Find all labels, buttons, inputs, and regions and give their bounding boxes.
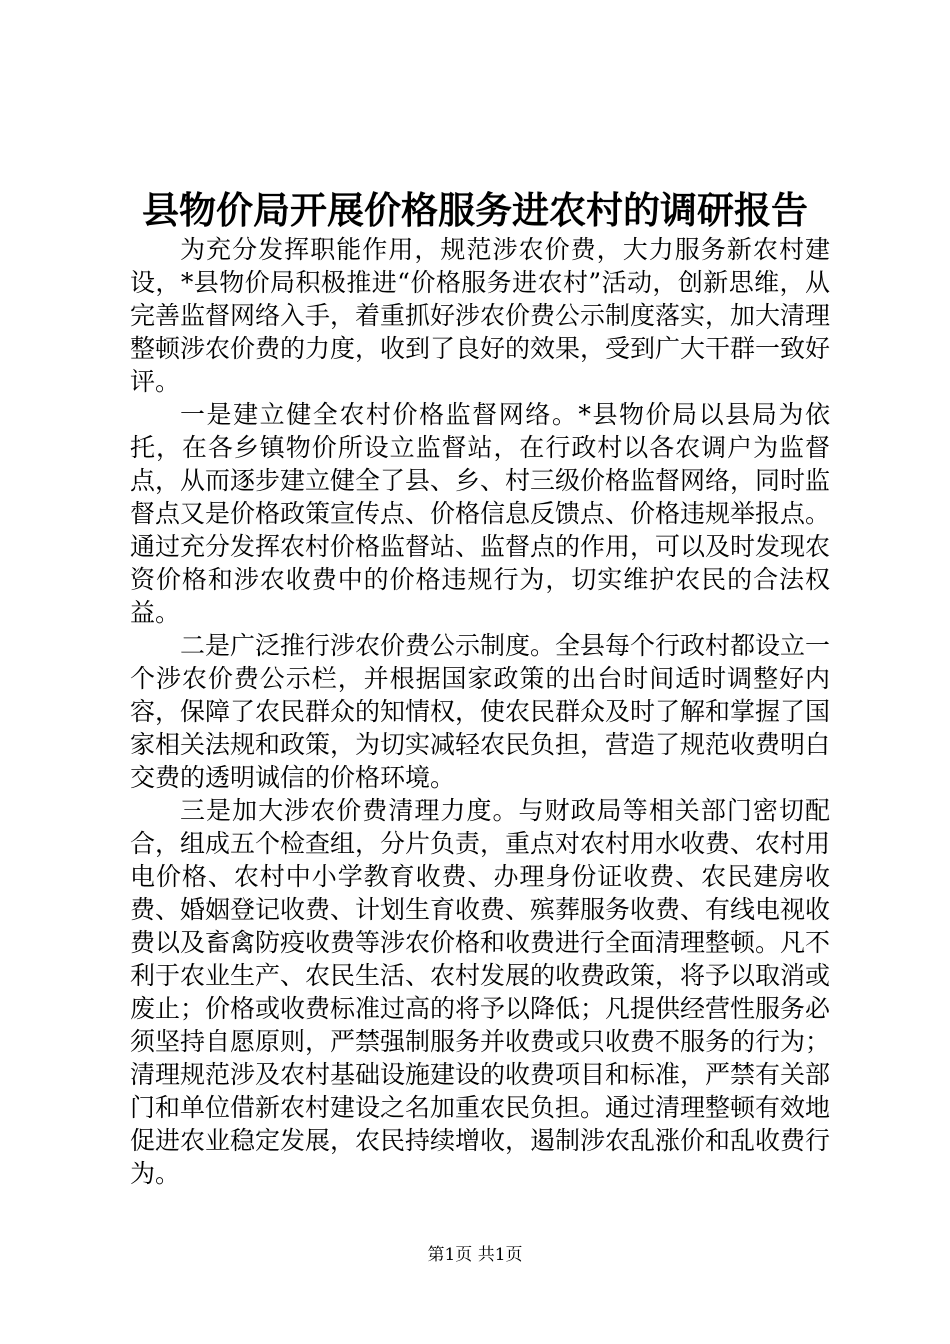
document-body: [130, 233, 830, 1190]
paragraph-intro: 为充分发挥职能作用，规范涉农价费，大力服务新农村建设，*县物价局积极推进“价格服务进农村”活动，创新思维，从完善监督网络入手，着重抓好涉农价费公示制度落实，加大清理整顿涉农价费的力度，收到了良好的效果，受到广大干群一致好评。: [130, 235, 831, 396]
page-number-footer: 第1页 共1页: [427, 1245, 523, 1265]
paragraph-fee-cleanup: 三是加大涉农价费清理力度。与财政局等相关部门密切配合，组成五个检查组，分片负责，重点对农村用水收费、农村用电价格、农村中小学教育收费、办理身份证收费、农民建房收费、婚姻登记收费、计划生育收费、殡葬服务收费、有线电视收费以及畜禽防疫收费等涉农价格和收费进行全面清理整顿。凡不利于农业生产、农民生活、农村发展的收费政策，将予以取消或废止；价格或收费标准过高的将予以降低；凡提供经营性服务必须坚持自愿原则，严禁强制服务并收费或只收费不服务的行为；清理规范涉及农村基础设施建设的收费项目和标准，严禁有关部门和单位借新农村建设之名加重农民负担。通过清理整顿有效地促进农业稳定发展，农民持续增收，遏制涉农乱涨价和乱收费行为。: [130, 796, 831, 1188]
document-title: 县物价局开展价格服务进农村的调研报告: [142, 188, 808, 232]
paragraph-fee-disclosure: 二是广泛推行涉农价费公示制度。全县每个行政村都设立一个涉农价费公示栏，并根据国家政策的出台时间适时调整好内容，保障了农民群众的知情权，使农民群众及时了解和掌握了国家相关法规和政策，为切实减轻农民负担，营造了规范收费明白交费的透明诚信的价格环境。: [130, 631, 831, 792]
paragraph-supervision-network: 一是建立健全农村价格监督网络。*县物价局以县局为依托，在各乡镇物价所设立监督站，在行政村以各农调户为监督点，从而逐步建立健全了县、乡、村三级价格监督网络，同时监督点又是价格政策宣传点、价格信息反馈点、价格违规举报点。通过充分发挥农村价格监督站、监督点的作用，可以及时发现农资价格和涉农收费中的价格违规行为，切实维护农民的合法权益。: [130, 400, 831, 627]
